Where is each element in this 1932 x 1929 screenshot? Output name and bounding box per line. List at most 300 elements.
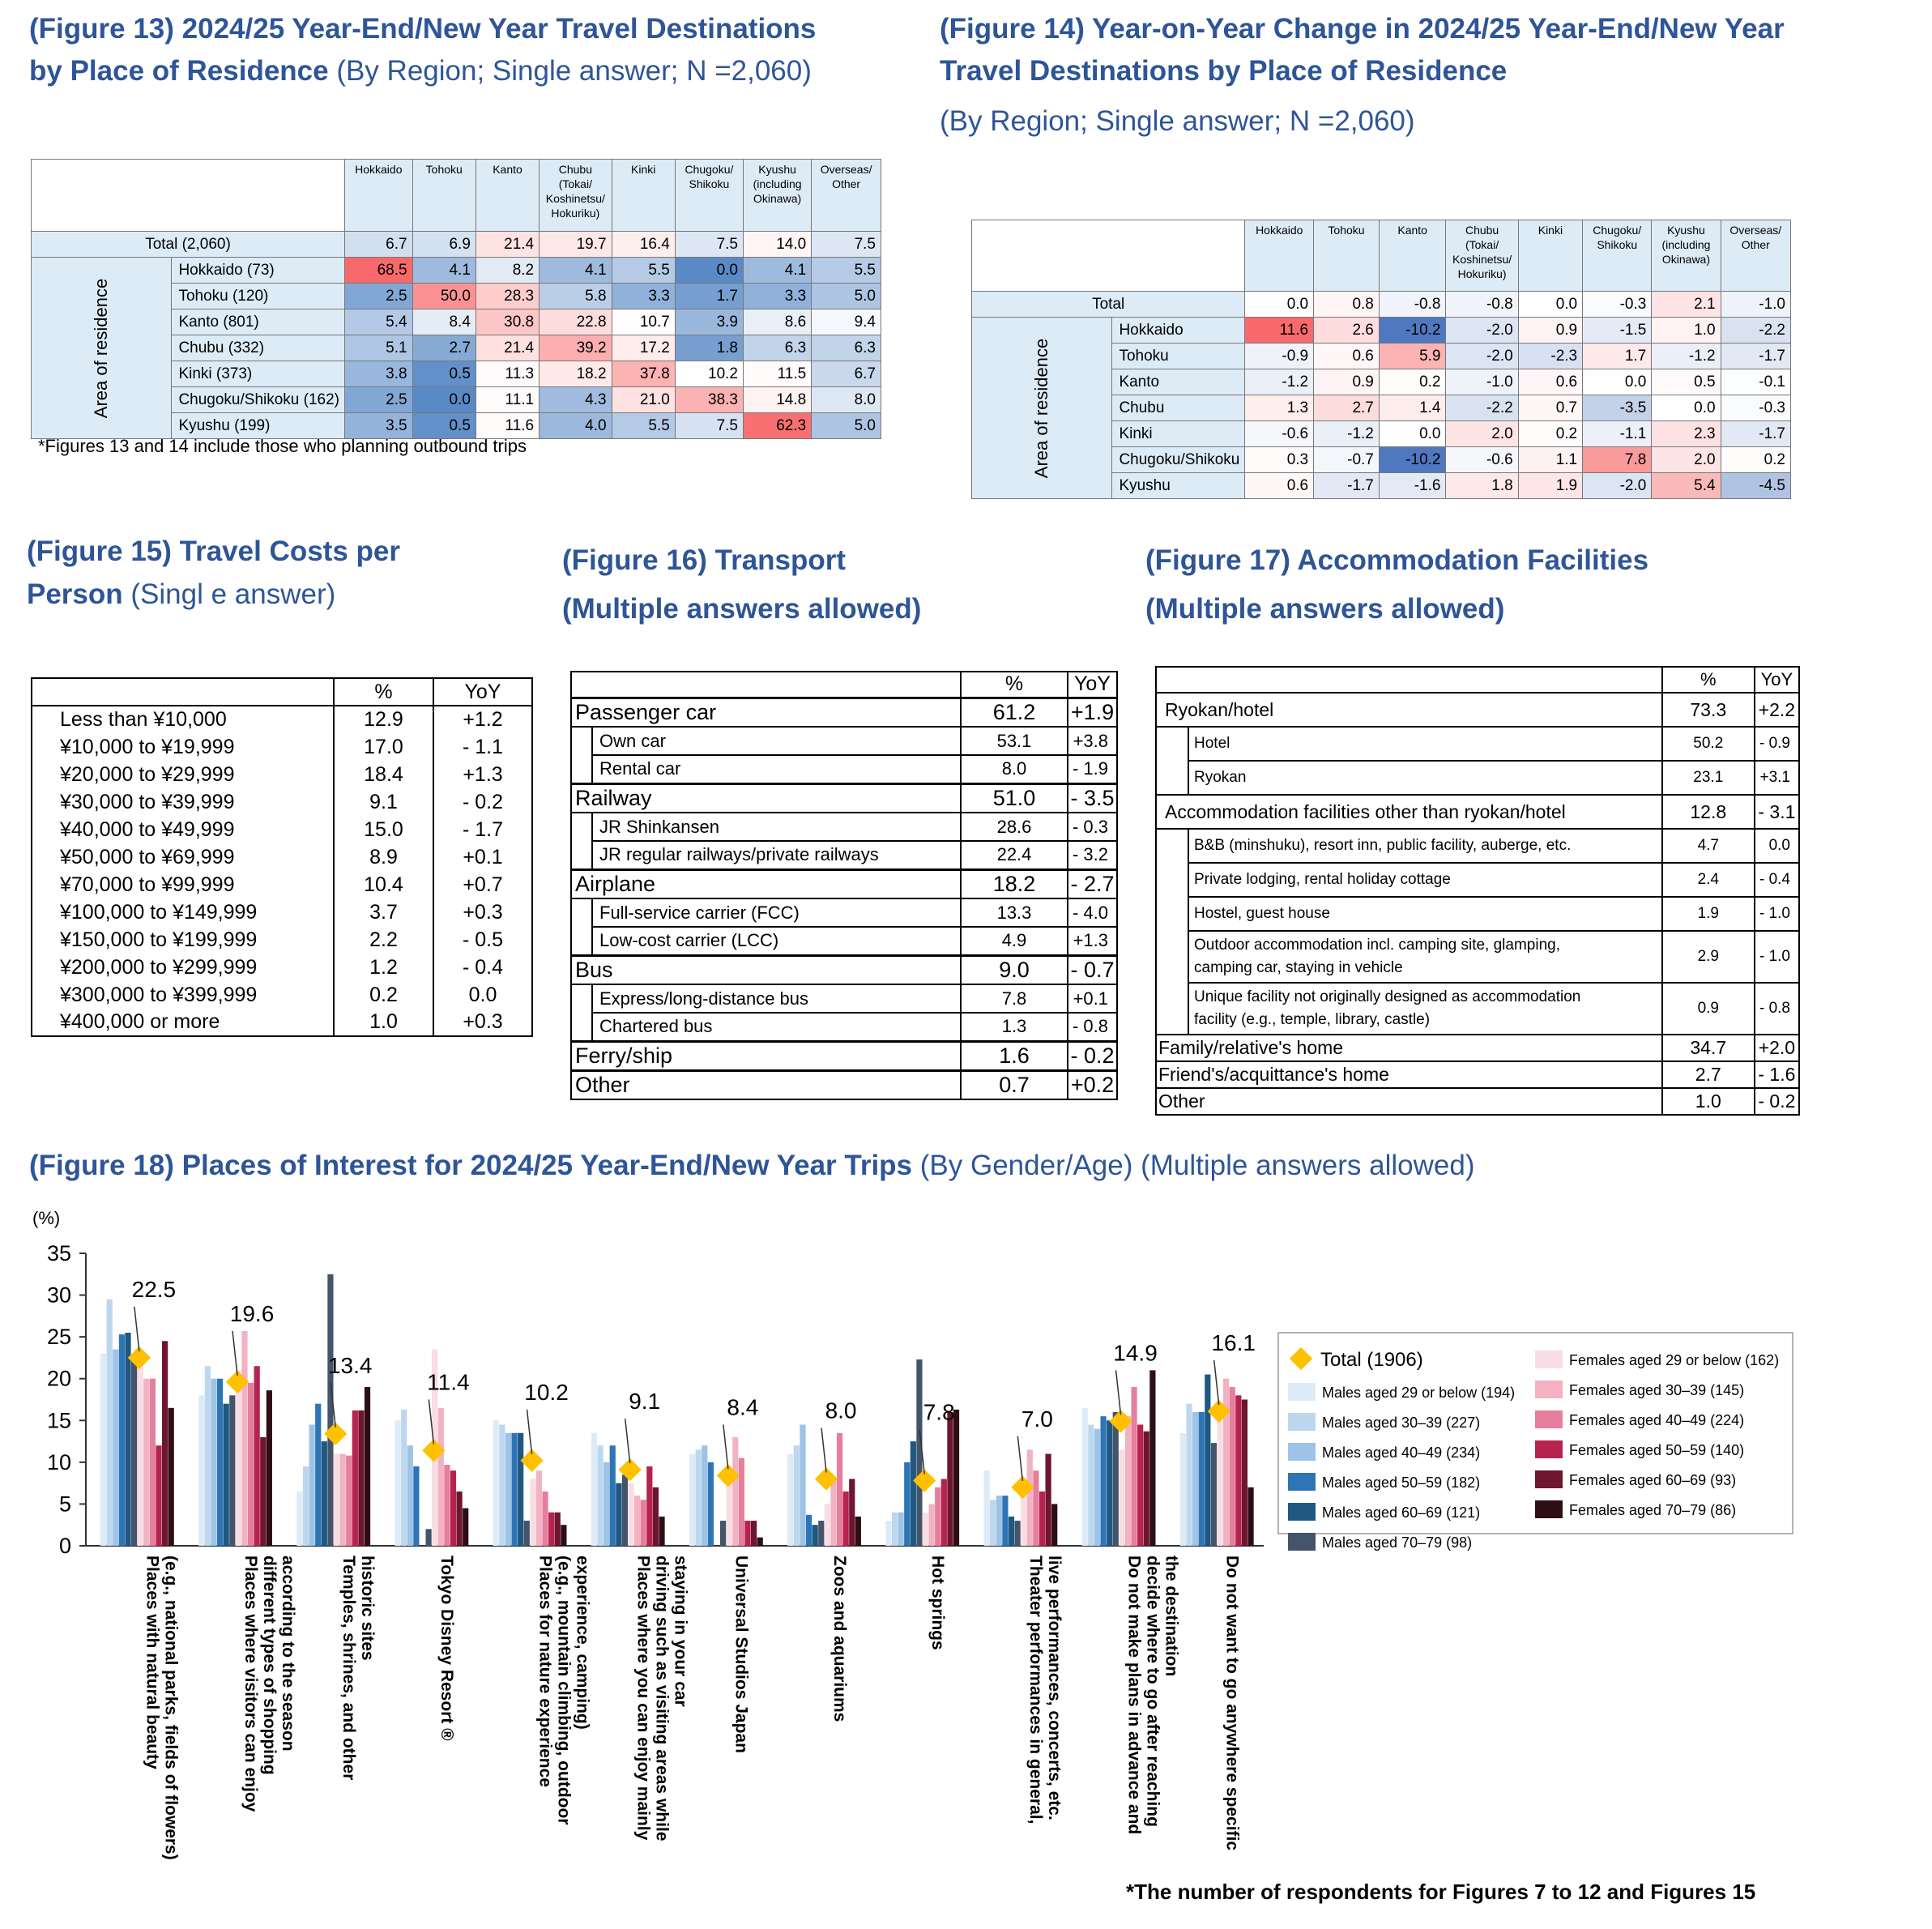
fig17-indent: [1156, 829, 1188, 863]
bar: [248, 1383, 254, 1546]
fig17-sub-label: [1188, 829, 1662, 863]
bar: [561, 1525, 566, 1546]
fig17-indent: [1156, 931, 1188, 983]
fig14-col-header: Chugoku/ Shikoku: [1583, 220, 1652, 292]
fig17-indent: [1156, 897, 1188, 931]
legend-label: Males aged 30–39 (227): [1322, 1415, 1481, 1431]
fig16-indent: [571, 1013, 592, 1041]
fig13-cell: 1.8: [675, 335, 743, 361]
fig13-cell: 8.6: [744, 309, 812, 335]
fig13-cell: 5.4: [345, 309, 413, 335]
y-unit-label: (%): [32, 1208, 61, 1228]
y-tick-label: 0: [58, 1534, 71, 1558]
bar: [143, 1379, 149, 1546]
fig16-sub-label: JR regular railways/private railways: [592, 841, 961, 869]
label-leader: [527, 1410, 532, 1454]
fig14-total-row: [972, 292, 1791, 318]
fig15-row: [32, 926, 532, 954]
fig16-sub-pct: 7.8: [961, 984, 1068, 1013]
fig14-cell: 1.0: [1652, 318, 1721, 344]
fig13-cell: 68.5: [345, 258, 413, 284]
fig16-sub-yoy: +3.8: [1068, 727, 1117, 755]
bar: [334, 1454, 339, 1546]
category-label: [830, 1556, 849, 1722]
fig17-sub-label-line1: Hostel, guest house: [1194, 905, 1330, 922]
bar: [806, 1515, 812, 1546]
fig14-cell: 0.2: [1518, 421, 1582, 447]
fig13-cell: 22.8: [540, 309, 612, 335]
fig16-group-yoy: +0.2: [1068, 1070, 1117, 1099]
bar: [720, 1521, 726, 1546]
bar: [138, 1358, 143, 1546]
fig14-cell: 7.8: [1583, 447, 1652, 473]
fig17-sub-yoy: +3.1: [1755, 761, 1799, 795]
fig15-row-label: ¥20,000 to ¥29,999: [32, 761, 334, 788]
fig13-row-label: Tohoku (120): [172, 284, 345, 309]
fig14-cell: 2.6: [1314, 318, 1380, 344]
fig16-group-pct: 18.2: [961, 869, 1068, 898]
fig17-group-other-accom: [1156, 795, 1799, 829]
bar: [463, 1509, 468, 1546]
fig16-group-pct: 1.6: [961, 1041, 1068, 1070]
fig16-group-label: Ferry/ship: [571, 1041, 961, 1070]
bar: [911, 1441, 916, 1546]
fig17-sub-label-line2: facility (e.g., temple, library, castle): [1194, 1011, 1431, 1028]
fig17-sub-pct: 1.9: [1662, 897, 1755, 931]
fig13-cell: 7.5: [675, 232, 743, 258]
fig13-cell: 18.2: [540, 361, 612, 387]
fig14-cell: -1.6: [1379, 473, 1446, 499]
fig13-cell: 8.0: [812, 387, 881, 413]
fig13-cell: 7.5: [675, 413, 743, 439]
fig14-col-header: Kinki: [1518, 220, 1582, 292]
bar: [100, 1354, 106, 1546]
fig16-group-row: [571, 698, 1117, 727]
fig17-sub-pct: 2.9: [1662, 931, 1755, 983]
bar: [757, 1538, 763, 1546]
label-leader: [625, 1419, 630, 1463]
fig14-row-label: Total: [972, 292, 1245, 318]
fig14-cell: 0.0: [1583, 369, 1652, 395]
fig13-cell: 11.3: [476, 361, 539, 387]
fig16-indent: [571, 755, 592, 783]
category-label: [241, 1556, 297, 1812]
fig14-cell: -1.2: [1652, 344, 1721, 369]
fig13-cell: 3.3: [744, 284, 812, 309]
fig16-title-line2: (Multiple answers allowed): [562, 593, 922, 625]
fig14-cell: -2.0: [1446, 318, 1518, 344]
bar: [818, 1521, 824, 1546]
fig13-cell: 28.3: [476, 284, 539, 309]
fig13-cell: 39.2: [540, 335, 612, 361]
fig15-row-label: ¥30,000 to ¥39,999: [32, 788, 334, 816]
bar: [616, 1483, 621, 1546]
fig17-sub-label-line2: camping car, staying in vehicle: [1194, 959, 1403, 976]
fig16-group-label: Passenger car: [571, 698, 961, 727]
fig14-cell: 0.3: [1245, 447, 1314, 473]
fig17-sub-pct: 2.4: [1662, 863, 1755, 897]
fig13-cell: 14.0: [744, 232, 812, 258]
fig13-cell: 4.0: [540, 413, 612, 439]
legend-swatch: [1535, 1381, 1563, 1398]
fig16-sub-label: Chartered bus: [592, 1013, 961, 1041]
fig16-indent: [571, 984, 592, 1013]
fig14-cell: 0.0: [1518, 292, 1582, 318]
bar: [217, 1379, 223, 1546]
fig15-yoy: +0.7: [433, 871, 532, 898]
fig13-cell: 4.1: [744, 258, 812, 284]
fig15-row: [32, 898, 532, 926]
fig16-sub-row: [571, 755, 1117, 783]
bar: [555, 1513, 561, 1546]
fig17-sub-pct: 0.9: [1662, 983, 1755, 1035]
bar: [131, 1358, 137, 1546]
fig17-sub-row: [1156, 863, 1799, 897]
fig16-group-yoy: - 0.2: [1068, 1041, 1117, 1070]
fig14-cell: -0.9: [1245, 344, 1314, 369]
y-tick-label: 10: [46, 1449, 71, 1474]
category-label-line: staying in your car: [671, 1556, 690, 1707]
category-label: [732, 1556, 751, 1753]
bar: [211, 1379, 216, 1546]
fig14-col-header: Kanto: [1379, 220, 1446, 292]
fig17-other-label: Friend's/acquittance's home: [1156, 1061, 1662, 1088]
fig13-side-text: Area of residence: [91, 278, 112, 418]
fig17-table-wrap: [1155, 666, 1800, 1116]
bar: [1039, 1492, 1045, 1546]
fig14-row-label: Chugoku/Shikoku: [1112, 447, 1245, 473]
fig14-col-header: Overseas/ Other: [1721, 220, 1790, 292]
fig16-sub-label: Low-cost carrier (LCC): [592, 927, 961, 955]
fig13-col-header: Chugoku/ Shikoku: [675, 160, 743, 232]
fig13-cell: 9.4: [812, 309, 881, 335]
bar: [929, 1504, 935, 1546]
label-leader: [1116, 1370, 1121, 1415]
fig15-row-label: ¥300,000 to ¥399,999: [32, 981, 334, 1009]
bar: [923, 1513, 928, 1546]
bar: [444, 1465, 450, 1546]
bar: [499, 1424, 505, 1546]
fig15-yoy: +0.3: [433, 1009, 532, 1036]
fig15-col-pct: %: [334, 678, 433, 706]
bar: [401, 1410, 407, 1546]
fig16-group-label: Other: [571, 1070, 961, 1099]
fig14-cell: -0.8: [1379, 292, 1446, 318]
fig16-sub-label: Rental car: [592, 755, 961, 783]
fig13-row: [32, 258, 881, 284]
fig15-row: [32, 871, 532, 898]
total-value-label: 7.8: [923, 1399, 955, 1425]
fig14-title: (Figure 14) Year-on-Year Change in 2024/25 Year-End/New Year: [940, 13, 1785, 45]
fig15-table-wrap: [31, 677, 533, 1037]
bar: [1205, 1375, 1210, 1546]
fig16-group-yoy: - 0.7: [1068, 955, 1117, 984]
fig17-other-label: Other: [1156, 1088, 1662, 1115]
fig17-sub-label-line1: Hotel: [1194, 735, 1230, 752]
fig13-row-label: Kyushu (199): [172, 413, 345, 439]
legend-label: Females aged 29 or below (162): [1569, 1352, 1780, 1368]
legend-swatch: [1535, 1500, 1563, 1518]
fig17-other-yoy: - 0.2: [1755, 1088, 1799, 1115]
total-value-label: 11.4: [427, 1369, 470, 1395]
category-label: [339, 1556, 377, 1780]
bar: [597, 1445, 603, 1546]
bar: [530, 1479, 535, 1546]
fig17-group-other-accom-pct: 12.8: [1662, 795, 1755, 829]
total-value-label: 22.5: [131, 1276, 177, 1302]
fig16-sub-pct: 4.9: [961, 927, 1068, 955]
bar: [1211, 1443, 1217, 1546]
fig17-group-ryokan-yoy: +2.2: [1755, 693, 1799, 727]
category-label-line: decide where to go after reaching: [1143, 1556, 1162, 1827]
fig13-cell: 38.3: [675, 387, 743, 413]
bar: [990, 1500, 996, 1546]
fig14-cell: -2.0: [1446, 344, 1518, 369]
category-label-line: the destination: [1162, 1556, 1181, 1677]
legend-swatch: [1535, 1351, 1563, 1368]
bar: [603, 1462, 609, 1546]
bar: [536, 1470, 542, 1546]
fig14-cell: 0.9: [1518, 318, 1582, 344]
fig17-sub-row: [1156, 761, 1799, 795]
category-label: [1026, 1556, 1064, 1824]
total-value-label: 8.0: [825, 1398, 857, 1423]
bar: [885, 1521, 891, 1546]
fig14-corner: [972, 220, 1245, 292]
bar: [708, 1462, 714, 1546]
fig14-cell: 0.8: [1314, 292, 1380, 318]
legend-swatch: [1288, 1443, 1316, 1461]
bar: [1217, 1404, 1222, 1546]
fig14-cell: 0.5: [1652, 369, 1721, 395]
fig15-row: [32, 733, 532, 761]
fig17-sub-row: [1156, 983, 1799, 1035]
bar: [849, 1479, 855, 1546]
category-label-line: (e.g., national parks, fields of flowers): [161, 1556, 181, 1860]
fig16-sub-pct: 53.1: [961, 727, 1068, 755]
fig13-total-row: [32, 232, 881, 258]
fig15-row-label: ¥400,000 or more: [32, 1009, 334, 1036]
fig14-row-label: Hokkaido: [1112, 318, 1245, 344]
fig17-other-row: [1156, 1088, 1799, 1115]
fig13-cell: 37.8: [612, 361, 675, 387]
category-label-line: Do not make plans in advance and: [1124, 1556, 1144, 1835]
bar: [407, 1445, 413, 1546]
category-label: [437, 1556, 456, 1741]
fig16-group-row: [571, 1041, 1117, 1070]
category-label-line: Places with natural beauty: [143, 1556, 162, 1769]
fig13-table: [31, 159, 881, 439]
fig13-cell: 3.5: [345, 413, 413, 439]
fig17-sub-row: [1156, 829, 1799, 863]
fig16-sub-label: JR Shinkansen: [592, 813, 961, 841]
bar: [794, 1445, 800, 1546]
fig13-cell: 2.7: [412, 335, 476, 361]
fig17-title: (Figure 17) Accommodation Facilities: [1145, 544, 1649, 576]
bar: [1230, 1387, 1235, 1546]
fig18-footnote: *The number of respondents for Figures 7 to 12 and Figures 15: [1126, 1880, 1756, 1904]
fig15-yoy: - 0.5: [433, 926, 532, 954]
category-label-line: (e.g., mountain climbing, outdoor: [554, 1556, 574, 1825]
bar: [837, 1433, 842, 1546]
total-value-label: 16.1: [1211, 1329, 1256, 1355]
bar: [634, 1496, 640, 1546]
bar: [739, 1458, 744, 1546]
fig13-cell: 6.3: [744, 335, 812, 361]
category-label-line: according to the season: [278, 1556, 297, 1752]
fig13-cell: 5.1: [345, 335, 413, 361]
fig15-pct: 17.0: [334, 733, 433, 761]
fig16-sub-yoy: +1.3: [1068, 927, 1117, 955]
bar: [689, 1454, 695, 1546]
fig17-group-other-accom-yoy: - 3.1: [1755, 795, 1799, 829]
legend-label: Females aged 60–69 (93): [1569, 1472, 1737, 1488]
fig17-header-blank: [1156, 667, 1662, 693]
total-value-label: 19.6: [229, 1300, 275, 1326]
bar: [1002, 1496, 1008, 1546]
bar: [150, 1379, 156, 1546]
bar: [542, 1492, 548, 1546]
bar: [1082, 1408, 1088, 1546]
fig17-sub-label: [1188, 897, 1662, 931]
category-label: [1222, 1556, 1241, 1850]
bar: [1094, 1429, 1100, 1546]
fig14-cell: -1.2: [1314, 421, 1380, 447]
bar: [812, 1525, 818, 1546]
fig17-title-line2: (Multiple answers allowed): [1145, 593, 1505, 625]
fig13-note: *Figures 13 and 14 include those who planning outbound trips: [38, 436, 527, 456]
fig17-indent: [1156, 727, 1188, 761]
fig17-sub-pct: 23.1: [1662, 761, 1755, 795]
fig16-sub-label: Own car: [592, 727, 961, 755]
bar: [1149, 1370, 1155, 1546]
bar: [1009, 1517, 1014, 1546]
fig16-group-label: Railway: [571, 783, 961, 813]
bar: [996, 1496, 1002, 1546]
bar: [340, 1454, 346, 1546]
bar: [892, 1513, 898, 1546]
fig15-row: [32, 816, 532, 843]
fig13-cell: 10.2: [675, 361, 743, 387]
fig17-sub-label: [1188, 761, 1662, 795]
fig17-other-label: Family/relative's home: [1156, 1035, 1662, 1061]
fig13-cell: 0.0: [412, 387, 476, 413]
fig14-cell: 0.7: [1518, 395, 1582, 421]
fig17-group-other-accom-label: Accommodation facilities other than ryokan/hotel: [1156, 795, 1662, 829]
fig14-cell: -0.3: [1721, 395, 1790, 421]
fig14-cell: 2.1: [1652, 292, 1721, 318]
bar: [1199, 1412, 1205, 1546]
fig17-sub-label-line1: B&B (minshuku), resort inn, public facility, auberge, etc.: [1194, 837, 1572, 854]
fig14-cell: 5.4: [1652, 473, 1721, 499]
bar: [260, 1437, 266, 1546]
fig17-indent: [1156, 761, 1188, 795]
fig14-cell: -1.7: [1721, 421, 1790, 447]
category-label-line: Do not want to go anywhere specific: [1222, 1556, 1242, 1851]
legend-label: Males aged 40–49 (234): [1322, 1445, 1481, 1461]
legend-swatch: [1288, 1503, 1316, 1521]
category-label-line: driving such as visiting areas while: [652, 1556, 672, 1842]
fig14-cell: 1.4: [1379, 395, 1446, 421]
bar: [659, 1517, 664, 1546]
fig17-other-pct: 1.0: [1662, 1088, 1755, 1115]
fig15-yoy: 0.0: [433, 981, 532, 1009]
legend-label: Males aged 60–69 (121): [1322, 1504, 1481, 1521]
y-tick-label: 35: [46, 1241, 71, 1265]
fig14-cell: -1.0: [1446, 369, 1518, 395]
bar: [548, 1513, 554, 1546]
fig13-cell: 4.3: [540, 387, 612, 413]
bar: [641, 1500, 646, 1546]
bar: [156, 1445, 161, 1546]
fig13-cell: 5.5: [612, 413, 675, 439]
total-value-label: 8.4: [727, 1394, 759, 1420]
fig18-chart: [0, 1200, 1932, 1929]
category-label: [928, 1556, 947, 1650]
fig14-cell: 2.7: [1314, 395, 1380, 421]
bar: [751, 1521, 757, 1546]
fig13-col-header: Kinki: [612, 160, 675, 232]
fig15-row: [32, 706, 532, 733]
fig13-cell: 5.0: [812, 413, 881, 439]
fig14-cell: 0.6: [1518, 369, 1582, 395]
total-value-label: 13.4: [327, 1352, 373, 1378]
fig13-row-label: Total (2,060): [32, 232, 345, 258]
label-leader: [821, 1428, 826, 1472]
fig13-cell: 3.3: [612, 284, 675, 309]
fig13-row-label: Kanto (801): [172, 309, 345, 335]
fig14-row-label: Tohoku: [1112, 344, 1245, 369]
fig17-group-ryokan-pct: 73.3: [1662, 693, 1755, 727]
bar: [493, 1420, 499, 1546]
bar: [413, 1466, 419, 1546]
fig17-other-yoy: +2.0: [1755, 1035, 1799, 1061]
bar: [941, 1479, 947, 1546]
bar: [610, 1445, 616, 1546]
fig16-group-label: Bus: [571, 955, 961, 984]
category-label-line: Tokyo Disney Resort ®: [437, 1556, 457, 1741]
fig17-sub-pct: 50.2: [1662, 727, 1755, 761]
category-label-line: experience, camping): [573, 1556, 592, 1730]
fig14-cell: -1.7: [1721, 344, 1790, 369]
bar: [224, 1404, 229, 1546]
bar: [241, 1331, 247, 1546]
fig13-cell: 6.9: [412, 232, 476, 258]
bar: [1235, 1395, 1241, 1546]
fig13-cell: 5.5: [812, 258, 881, 284]
bar: [352, 1410, 358, 1546]
fig16-sub-label: Full-service carrier (FCC): [592, 898, 961, 927]
legend-label: Females aged 30–39 (145): [1569, 1382, 1745, 1398]
legend-swatch: [1288, 1533, 1316, 1551]
fig17-sub-label-line1: Ryokan: [1194, 769, 1247, 786]
fig15-title-line2: Person (Singl e answer): [27, 578, 336, 610]
fig17-header-row: [1156, 667, 1799, 693]
fig15-yoy: - 1.1: [433, 733, 532, 761]
fig15-pct: 1.0: [334, 1009, 433, 1036]
bar: [1119, 1449, 1124, 1546]
fig14-cell: -0.6: [1245, 421, 1314, 447]
fig16-sub-row: [571, 898, 1117, 927]
fig16-indent: [571, 841, 592, 869]
bar: [628, 1483, 633, 1546]
fig17-group-ryokan: [1156, 693, 1799, 727]
fig13-title: (Figure 13) 2024/25 Year-End/New Year Travel Destinations: [29, 13, 817, 45]
fig14-col-header: Tohoku: [1314, 220, 1380, 292]
fig17-sub-yoy: 0.0: [1755, 829, 1799, 863]
bar: [119, 1334, 125, 1546]
legend-swatch: [1535, 1470, 1563, 1488]
